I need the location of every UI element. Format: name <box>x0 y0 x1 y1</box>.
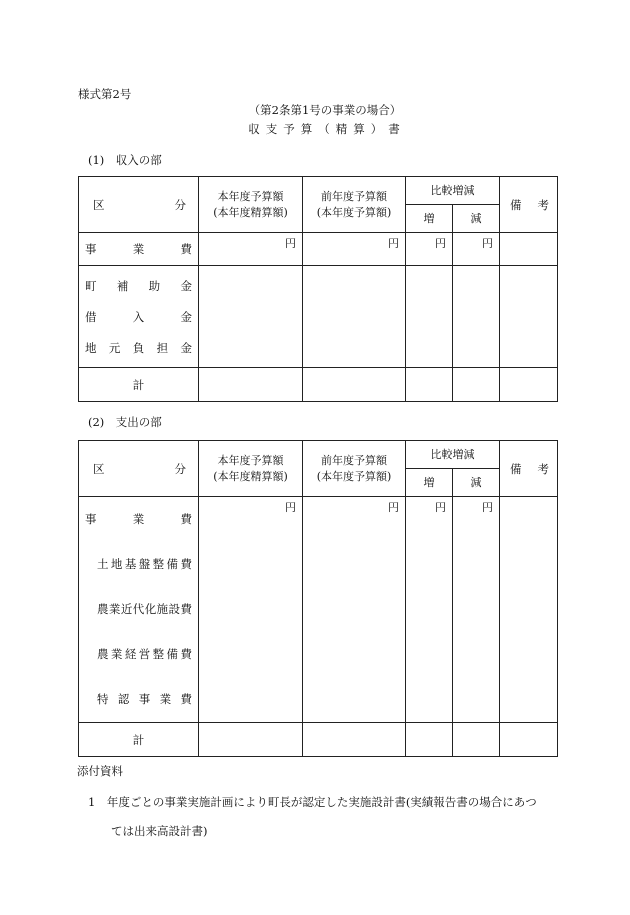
expense-table <box>78 440 558 757</box>
header-previous-year-line2: (本年度予算額) <box>316 469 392 483</box>
remarks-cell <box>500 266 558 368</box>
unit-label: 円 <box>199 233 303 266</box>
income-section-label: (1) 収入の部 <box>88 153 162 167</box>
income-table <box>78 176 558 402</box>
header-previous-year-line2: (本年度予算額) <box>316 205 392 219</box>
header-kubun <box>79 441 199 497</box>
header-increase: 増 <box>406 469 453 497</box>
row-label-total: 計 <box>79 723 199 757</box>
table-row <box>79 266 558 368</box>
value-cell <box>199 368 303 402</box>
row-label-text: 土 地 基 盤 整 備 費 <box>97 557 192 571</box>
value-cell <box>199 723 303 757</box>
header-increase: 増 <box>406 205 453 233</box>
row-label-text: 事 業 費 <box>85 512 192 526</box>
attachment-item-1-continued: ては出来高設計書) <box>111 824 208 838</box>
header-decrease: 減 <box>453 469 500 497</box>
header-current-year <box>199 441 303 497</box>
header-kubun-left: 区 <box>93 461 105 476</box>
header-remarks-right: 考 <box>537 197 549 212</box>
remarks-cell <box>500 368 558 402</box>
row-label-text: 地 元 負 担 金 <box>85 341 192 355</box>
expense-section-label: (2) 支出の部 <box>88 415 162 429</box>
header-remarks-left: 備 <box>510 197 522 212</box>
value-cell <box>303 723 406 757</box>
value-cell <box>199 266 303 368</box>
header-comparison: 比較増減 <box>406 177 500 205</box>
table-row <box>79 723 558 757</box>
unit-label: 円 <box>453 497 500 723</box>
value-cell <box>453 368 500 402</box>
attachment-item-1: 1 年度ごとの事業実施計画により町長が認定した実施設計書(実績報告書の場合にあつ <box>88 795 537 809</box>
header-previous-year <box>303 441 406 497</box>
row-label-text: 事 業 費 <box>85 242 192 256</box>
unit-label: 円 <box>199 497 303 723</box>
row-label-group <box>79 266 199 368</box>
header-remarks <box>500 177 558 233</box>
header-current-year-line2: (本年度精算額) <box>213 469 288 483</box>
row-label-text: 借 入 金 <box>85 310 192 324</box>
header-previous-year <box>303 177 406 233</box>
header-previous-year-line1: 前年度予算額 <box>321 189 387 203</box>
value-cell <box>303 266 406 368</box>
header-comparison: 比較増減 <box>406 441 500 469</box>
remarks-cell <box>500 723 558 757</box>
header-remarks-right: 考 <box>537 461 549 476</box>
header-remarks <box>500 441 558 497</box>
unit-label: 円 <box>406 497 453 723</box>
header-decrease: 減 <box>453 205 500 233</box>
row-label-text: 農 業 近 代 化 施 設 費 <box>97 602 192 616</box>
value-cell <box>453 266 500 368</box>
attachments-heading: 添付資料 <box>77 764 123 778</box>
form-number: 様式第2号 <box>78 87 132 101</box>
table-row <box>79 233 558 266</box>
table-row <box>79 497 558 723</box>
header-remarks-left: 備 <box>510 461 522 476</box>
row-label-total: 計 <box>79 368 199 402</box>
header-current-year-line1: 本年度予算額 <box>217 453 284 467</box>
unit-label: 円 <box>406 233 453 266</box>
row-label-text: 町 補 助 金 <box>85 279 192 293</box>
remarks-cell <box>500 497 558 723</box>
document-title: 収支予算（精算）書 <box>248 122 406 136</box>
remarks-cell <box>500 233 558 266</box>
unit-label: 円 <box>303 497 406 723</box>
value-cell <box>406 723 453 757</box>
value-cell <box>406 266 453 368</box>
unit-label: 円 <box>453 233 500 266</box>
row-label-text: 特 認 事 業 費 <box>97 692 192 706</box>
header-previous-year-line1: 前年度予算額 <box>321 453 387 467</box>
header-kubun-right: 分 <box>174 461 186 476</box>
header-kubun-right: 分 <box>174 197 186 212</box>
row-label <box>79 233 199 266</box>
header-current-year <box>199 177 303 233</box>
value-cell <box>453 723 500 757</box>
table-row <box>79 368 558 402</box>
value-cell <box>406 368 453 402</box>
document-subtitle: （第2条第1号の事業の場合） <box>248 103 402 117</box>
header-current-year-line2: (本年度精算額) <box>213 205 288 219</box>
header-kubun-left: 区 <box>93 197 105 212</box>
unit-label: 円 <box>303 233 406 266</box>
header-current-year-line1: 本年度予算額 <box>217 189 284 203</box>
header-kubun <box>79 177 199 233</box>
row-label-group <box>79 497 199 723</box>
row-label-text: 農 業 経 営 整 備 費 <box>97 647 192 661</box>
value-cell <box>303 368 406 402</box>
